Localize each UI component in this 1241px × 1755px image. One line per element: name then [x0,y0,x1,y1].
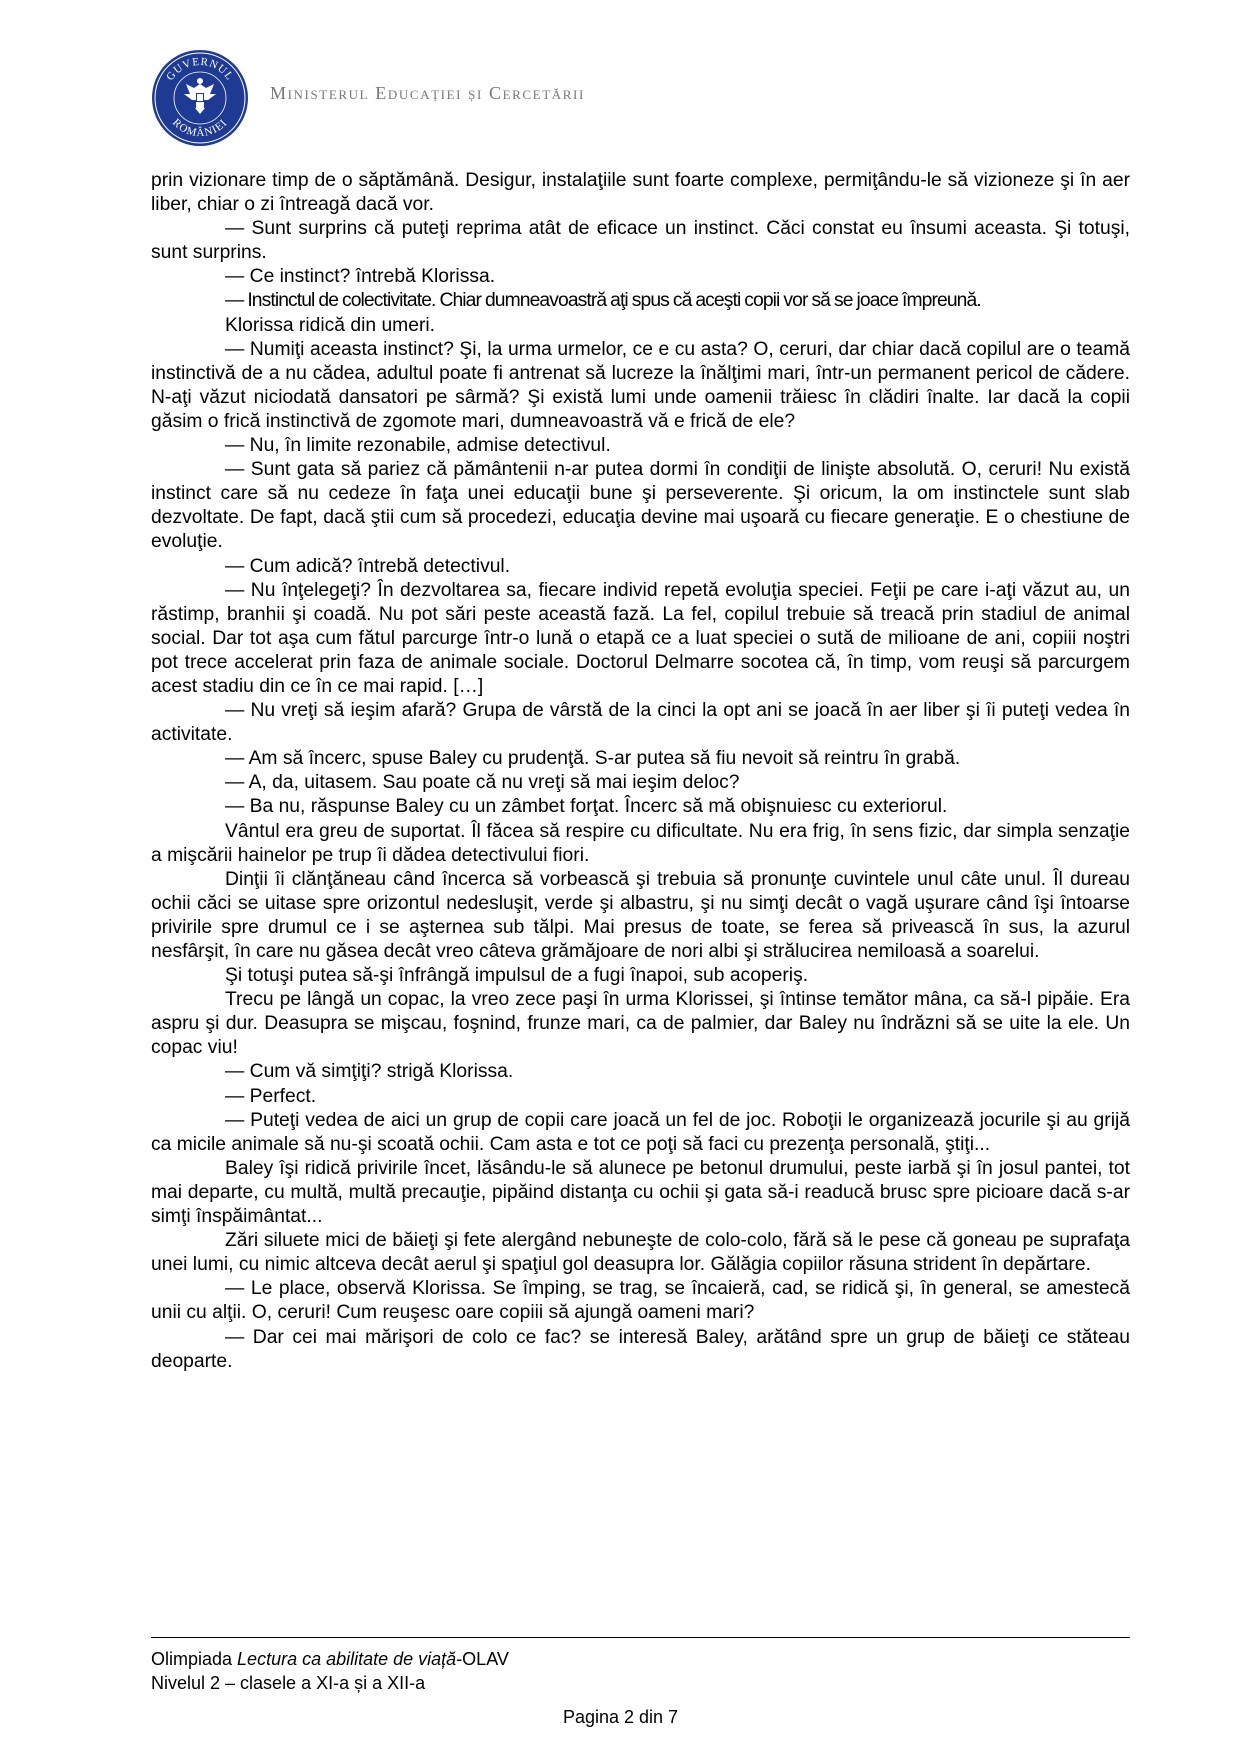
footer-divider [151,1637,1130,1638]
paragraph: — Nu vreţi să ieşim afară? Grupa de vârstă de la cinci la opt ani se joacă în aer liber şi îi puteţi vedea în activitate. [151,700,1130,746]
ministry-name: Ministerul Educației și Cercetării [270,83,585,103]
paragraph: Klorissa ridică din umeri. [225,314,436,336]
paragraph: Trecu pe lângă un copac, la vreo zece paşi în urma Klorissei, şi întinse temător mâna, ca să-l pipăie. Era aspru şi dur. Deasupra se mişcau, foşnind, frunze mari, ca de palmier, dar Baley nu îndrăzni să se uite la ele. Un copac viu! [151,989,1130,1059]
government-seal-logo [150,48,250,148]
paragraph: — Dar cei mai mărişori de colo ce fac? se interesă Baley, arătând spre un grup de băieţi ce stăteau deoparte. [151,1326,1130,1372]
paragraph: — Sunt gata să pariez că pământenii n-ar putea dormi în condiţii de linişte absolută. O, ceruri! Nu există instinct care să nu cedeze în faţa unei educaţii bune şi perseverente. Şi oricum, la om instinctele sunt slab dezvoltate. De fapt, dacă ştii cum să procedezi, educaţia devine mai uşoară cu fiecare generaţie. E o chestiune de evoluţie. [151,459,1130,553]
paragraph: — Cum adică? întrebă detectivul. [225,555,511,577]
paragraph: — Cum vă simţiţi? strigă Klorissa. [225,1061,514,1083]
paragraph: — Perfect. [225,1085,317,1107]
paragraph: Baley îşi ridică privirile încet, lăsându-le să alunece pe betonul drumului, peste iarbă şi în josul pantei, tot mai departe, cu multă, multă precauţie, pipăind distanţa cu ochii şi gata să-i readucă brusc spre picioare dacă s-ar simţi înspăimântat... [151,1157,1130,1228]
page-header [150,40,850,140]
paragraph: — Le place, observă Klorissa. Se împing, se trag, se încaieră, cad, se ridică şi, în general, se amestecă unii cu alţii. O, ceruri! Cum reuşesc oare copiii să ajungă oameni mari? [151,1278,1130,1324]
seal-graphic [150,48,250,148]
paragraph: prin vizionare timp de o săptămână. Desigur, instalaţiile sunt foarte complexe, permiţându-le să vizioneze şi în aer liber, chiar o zi întreagă dacă vor. [151,170,1130,216]
paragraph: — Puteţi vedea de aici un grup de copii care joacă un fel de joc. Roboţii le organizează jocurile şi au grijă ca micile animale să nu-şi scoată ochii. Cam asta e tot ce poţi să faci cu prezenţa personală, ştiţi... [151,1109,1130,1155]
footer-olimpiada-prefix: Olimpiada [151,1649,238,1669]
footer-olimpiada-suffix: -OLAV [456,1649,509,1669]
footer-olimpiada [151,1648,509,1670]
footer-olimpiada-title: Lectura ca abilitate de viață [237,1649,457,1669]
paragraph: — Numiţi aceasta instinct? Şi, la urma urmelor, ce e cu asta? O, ceruri, dar chiar dacă copilul are o teamă instinctivă de a nu cădea, adultul poate fi antrenat să lucreze la înălţimi mari, într-un permanent pericol de cădere. N-aţi văzut niciodată dansatori pe sârmă? Şi există lumi unde oamenii trăiesc în clădiri înalte. Iar dacă la copii găsim o frică instinctivă de zgomote mari, dumneavoastră vă e frică de ele? [151,338,1130,432]
page-number: Pagina 2 din 7 [562,1707,679,1727]
svg-text:ROMÂNIEI: ROMÂNIEI [170,116,230,140]
svg-text:GUVERNUL: GUVERNUL [164,55,236,83]
paragraph: — A, da, uitasem. Sau poate că nu vreţi să mai ieşim deloc? [225,772,740,794]
paragraph: — Nu înţelegeţi? În dezvoltarea sa, fiecare individ repetă evoluţia speciei. Feţii pe care i-aţi văzut au, un răstimp, branhii şi coadă. Nu pot sări peste această fază. La fel, copilul trebuie să treacă prin stadiul de animal social. Dar tot aşa cum fătul parcurge într-o lună o etapă ce a luat speciei o sută de milioane de ani, copiii noştri pot trece accelerat prin faza de animale sociale. Doctorul Delmarre socotea că, în timp, vom reuşi să parcurgem acest stadiu din ce în ce mai rapid. […] [151,579,1130,697]
footer-level: Nivelul 2 – clasele a XI-a și a XII-a [151,1673,426,1693]
paragraph: Şi totuşi putea să-şi înfrângă impulsul de a fugi înapoi, sub acoperiş. [225,965,809,987]
paragraph: Vântul era greu de suportat. Îl făcea să respire cu dificultate. Nu era frig, în sens fizic, dar simpla senzaţie a mişcării hainelor pe trup îi dădea detectivului fiori. [151,820,1130,866]
paragraph: Zări siluete mici de băieţi şi fete alergând nebuneşte de colo-colo, fără să le pese că goneau pe suprafaţa unei lumi, cu nimic altceva decât aerul şi spaţiul gol deasupra lor. Gălăgia copiilor răsuna strident în depărtare. [151,1230,1130,1276]
paragraph: — Sunt surprins că puteţi reprima atât de eficace un instinct. Căci constat eu însumi aceasta. Şi totuşi, sunt surprins. [151,218,1130,264]
paragraph: — Am să încerc, spuse Baley cu prudenţă. S-ar putea să fiu nevoit să reintru în grabă. [225,748,961,770]
paragraph: — Nu, în limite rezonabile, admise detectivul. [225,435,611,457]
paragraph: Dinţii îi clănţăneau când încerca să vorbească şi trebuia să pronunţe cuvintele unul câte unul. Îl dureau ochii căci se uitase spre orizontul nedesluşit, verde şi albastru, şi nu simţi decât o vagă uşurare când îşi întoarse privirile spre drumul ce i se aşternea sub tălpi. Mai presus de toate, se ferea să privească în sus, la azurul nesfârşit, în care nu găsea decât vreo câteva grămăjoare de nori albi şi strălucirea nemiloasă a soarelui. [151,868,1130,962]
paragraph: — Ba nu, răspunse Baley cu un zâmbet forţat. Încerc să mă obişnuiesc cu exteriorul. [225,796,948,818]
paragraph: — Instinctul de colectivitate. Chiar dumneavoastră aţi spus că aceşti copii vor să se joace împreună. [225,290,981,312]
paragraph: — Ce instinct? întrebă Klorissa. [225,266,496,288]
text-body [151,169,1130,1374]
